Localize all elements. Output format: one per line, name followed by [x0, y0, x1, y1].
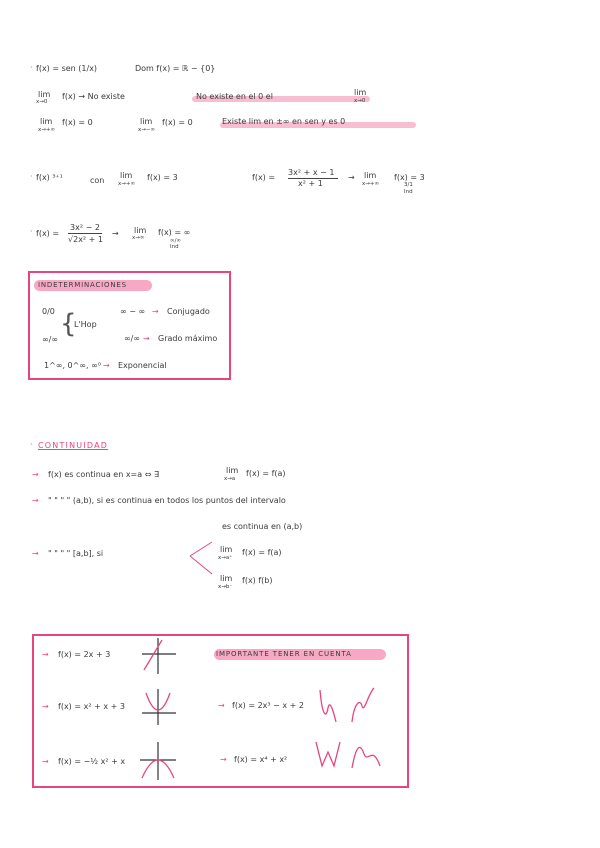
quartic-function: f(x) = x⁴ + x²: [234, 755, 288, 764]
arrow: →: [220, 755, 227, 764]
form-0-0: 0/0: [42, 307, 55, 316]
indeterminate-label: Ind: [404, 189, 413, 195]
function: f(x) =: [36, 229, 60, 238]
arrow: →: [32, 549, 39, 558]
branch-lines: [188, 540, 214, 576]
cubic-function: f(x) = 2x³ − x + 2: [232, 701, 305, 710]
lim-sub: x→∞: [132, 235, 145, 241]
case-exponential: 1^∞, 0^∞, ∞⁰: [44, 361, 101, 370]
bullet: ·: [30, 440, 33, 449]
indeterminate-label: Ind: [170, 244, 179, 250]
case-conjugate: ∞ − ∞: [120, 307, 146, 316]
lim-sub: x→a⁺: [218, 555, 233, 561]
arrow: →: [348, 173, 355, 182]
arrow: →: [32, 470, 39, 479]
linear-graph: [138, 636, 178, 676]
continuity-closed-interval: " " " " [a,b], si: [48, 549, 104, 558]
function: f(x) =: [252, 173, 276, 182]
continuity-open-note: es continua en (a,b): [222, 522, 303, 531]
continuity-open-interval: " " " " (a,b), si es continua en todos los puntos del intervalo: [48, 496, 286, 505]
lim-sub: x→−∞: [138, 127, 156, 133]
lim-sub: x→0: [36, 99, 48, 105]
quadratic-neg-function: f(x) = −½ x² + x: [58, 757, 126, 766]
brace: {: [60, 309, 77, 339]
denominator: √2x² + 1: [68, 235, 104, 244]
lim-label: lim: [354, 88, 367, 97]
lim-result: f(x) = 3: [394, 173, 425, 182]
quadratic-up-graph: [138, 687, 178, 727]
arrow: →: [112, 229, 119, 238]
graphs-title: IMPORTANTE TENER EN CUENTA: [216, 650, 352, 658]
case-exponential-result: Exponencial: [118, 361, 167, 370]
lhopital: L'Hop: [74, 320, 97, 329]
continuity-title: CONTINUIDAD: [38, 441, 109, 450]
quadratic-function: f(x) = x² + x + 3: [58, 702, 125, 711]
arrow: →: [42, 702, 49, 711]
lim-label: lim: [220, 574, 233, 583]
lim-result: f(x) → No existe: [62, 92, 125, 101]
linear-function: f(x) = 2x + 3: [58, 650, 111, 659]
note: Existe lim en ±∞ en sen y es 0: [222, 117, 346, 126]
indeterminate: ∞/∞: [170, 238, 182, 244]
indeterminations-title: INDETERMINACIONES: [38, 281, 127, 289]
lim-result: f(x) = 3: [147, 173, 178, 182]
lim-label: lim: [134, 226, 147, 235]
arrow: →: [42, 757, 49, 766]
indeterminate: 3/1: [404, 182, 413, 188]
arrow: →: [103, 361, 110, 370]
case-conjugate-result: Conjugado: [167, 307, 210, 316]
lim-sub: x→b⁻: [218, 584, 233, 590]
continuity-point-result: f(x) = f(a): [246, 469, 286, 478]
function-sen: f(x) = sen (1/x): [36, 64, 98, 73]
lim-sub: x→+∞: [38, 127, 56, 133]
lim-label: lim: [38, 90, 51, 99]
lim-sub: x→0: [354, 98, 366, 104]
note: No existe en el 0 el: [196, 92, 273, 101]
quadratic-down-graph: [136, 740, 180, 782]
lim-result: f(x) = ∞: [158, 228, 191, 237]
right-limit-result: f(x) f(b): [242, 576, 273, 585]
lim-sub: x→+∞: [118, 181, 136, 187]
case-degree: ∞/∞: [124, 334, 141, 343]
arrow: →: [218, 701, 225, 710]
lim-label: lim: [120, 171, 133, 180]
bullet: ·: [30, 172, 33, 181]
lim-label: lim: [40, 117, 53, 126]
numerator: 3x² + x − 1: [288, 168, 335, 177]
numerator: 3x² − 2: [70, 223, 100, 232]
function: f(x) ³⁺¹: [36, 173, 63, 182]
case-degree-result: Grado máximo: [158, 334, 218, 343]
bullet: ·: [30, 227, 33, 236]
continuity-point: f(x) es continua en x=a ⇔ ∃: [48, 470, 159, 479]
lim-label: lim: [364, 171, 377, 180]
cubic-graphs: [316, 684, 380, 726]
arrow: →: [32, 496, 39, 505]
quartic-graphs: [312, 738, 384, 772]
arrow: →: [143, 334, 150, 343]
lim-label: lim: [220, 545, 233, 554]
lim-label: lim: [140, 117, 153, 126]
denominator: x² + 1: [298, 179, 323, 188]
arrow: →: [152, 307, 159, 316]
lim-sub: x→+∞: [362, 181, 380, 187]
form-inf-inf: ∞/∞: [42, 335, 59, 344]
bullet: ·: [30, 63, 33, 72]
lim-label: lim: [226, 466, 239, 475]
arrow: →: [42, 650, 49, 659]
lim-sub: x→a: [224, 476, 236, 482]
lim-result: f(x) = 0: [62, 118, 93, 127]
fraction-bar: [68, 233, 102, 234]
word: con: [90, 176, 105, 185]
left-limit-result: f(x) = f(a): [242, 548, 282, 557]
domain: Dom f(x) = ℝ − {0}: [135, 64, 216, 73]
lim-result: f(x) = 0: [162, 118, 193, 127]
